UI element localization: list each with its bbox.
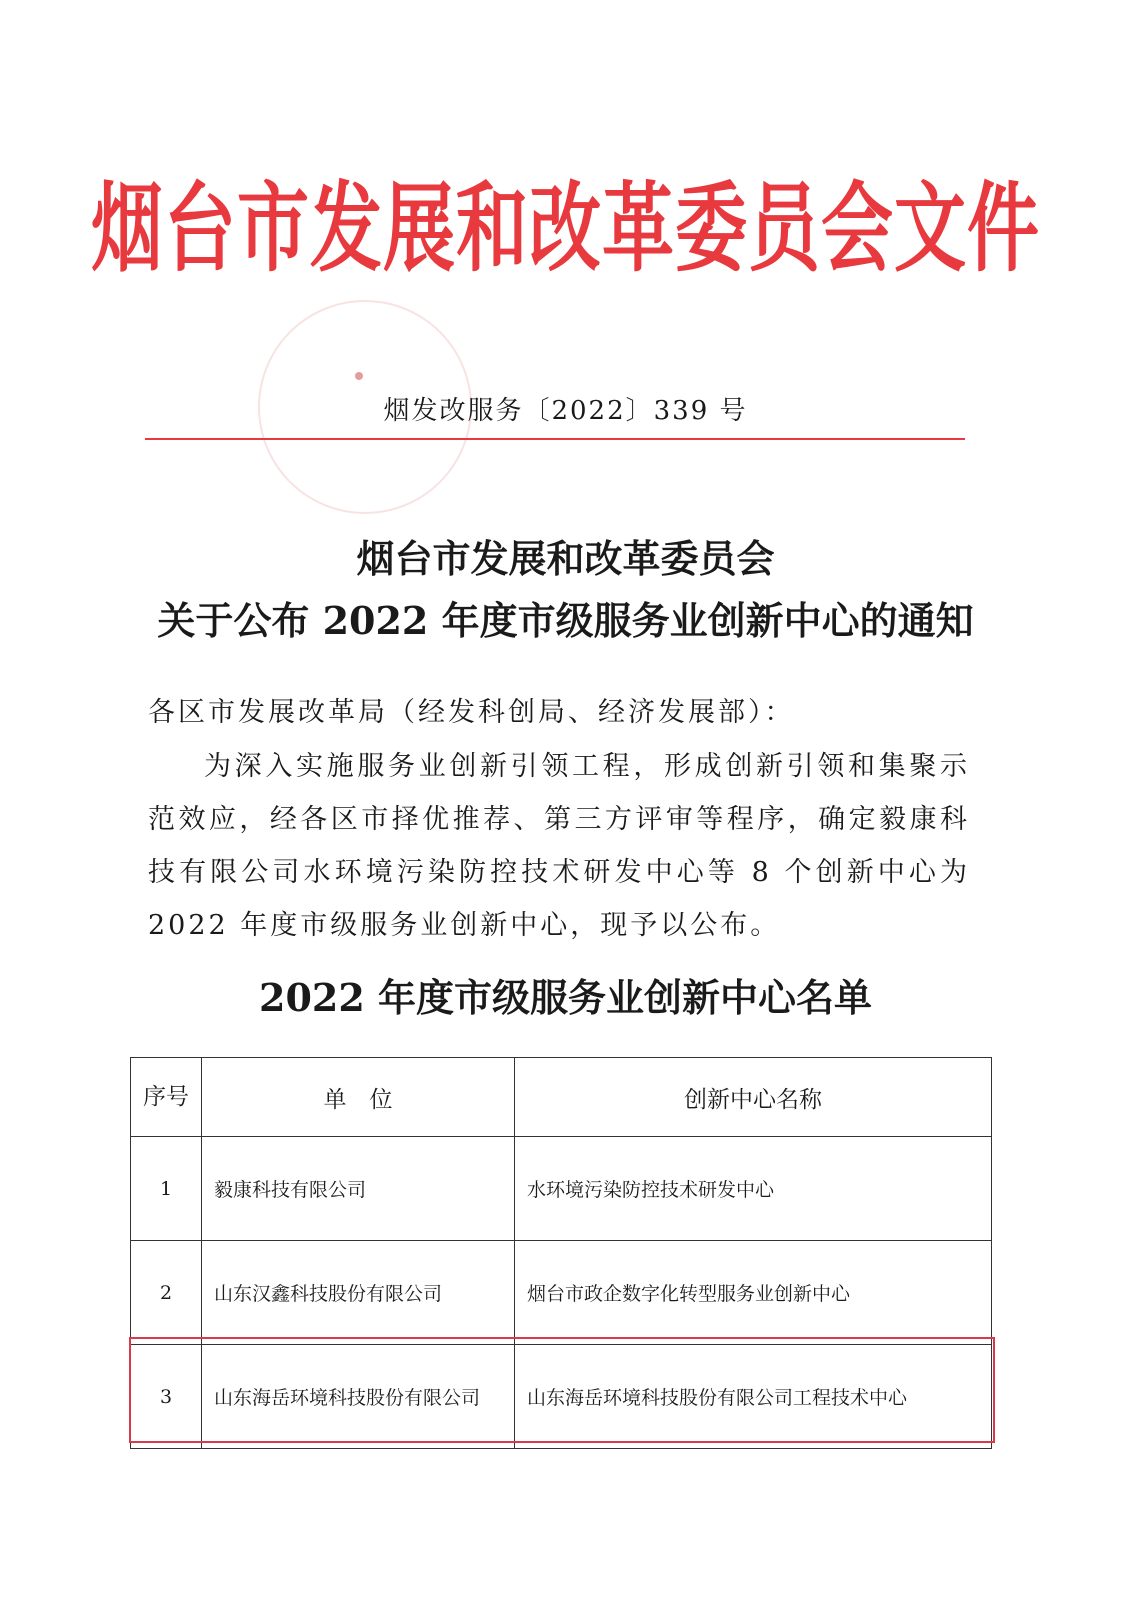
row-unit: 毅康科技有限公司 (202, 1137, 515, 1241)
document-number: 烟发改服务〔2022〕339 号 (383, 396, 748, 426)
row-number: 3 (131, 1345, 202, 1449)
row-unit: 山东海岳环境科技股份有限公司 (202, 1345, 515, 1449)
red-divider-line (145, 438, 965, 440)
document-header-title: 烟台市发展和改革委员会文件 (90, 171, 1040, 285)
table-header-row (131, 1058, 992, 1137)
row-number: 2 (131, 1241, 202, 1345)
column-header-unit: 单 位 (202, 1058, 515, 1137)
list-title: 2022 年度市级服务业创新中心名单 (259, 975, 872, 1020)
row-center-name: 烟台市政企数字化转型服务业创新中心 (515, 1241, 992, 1345)
notice-title-line-2: 关于公布 2022 年度市级服务业创新中心的通知 (157, 598, 974, 643)
row-center-name: 山东海岳环境科技股份有限公司工程技术中心 (515, 1345, 992, 1449)
column-header-center-name: 创新中心名称 (515, 1058, 992, 1137)
table-row (131, 1241, 992, 1345)
row-unit: 山东汉鑫科技股份有限公司 (202, 1241, 515, 1345)
table-row (131, 1137, 992, 1241)
notice-title-line-1: 烟台市发展和改革委员会 (356, 536, 775, 581)
row-number: 1 (131, 1137, 202, 1241)
column-header-number: 序号 (131, 1058, 202, 1137)
notice-body-paragraph: 为深入实施服务业创新引领工程，形成创新引领和集聚示范效应，经各区市择优推荐、第三方评审等程序，确定毅康科技有限公司水环境污染防控技术研发中心等 8 个创新中心为 2022 年度市级服务业创新中心，现予以公布。 (148, 751, 970, 941)
row-highlight-box (129, 1337, 995, 1443)
row-center-name: 水环境污染防控技术研发中心 (515, 1137, 992, 1241)
salutation: 各区市发展改革局（经发科创局、经济发展部）： (148, 697, 795, 728)
